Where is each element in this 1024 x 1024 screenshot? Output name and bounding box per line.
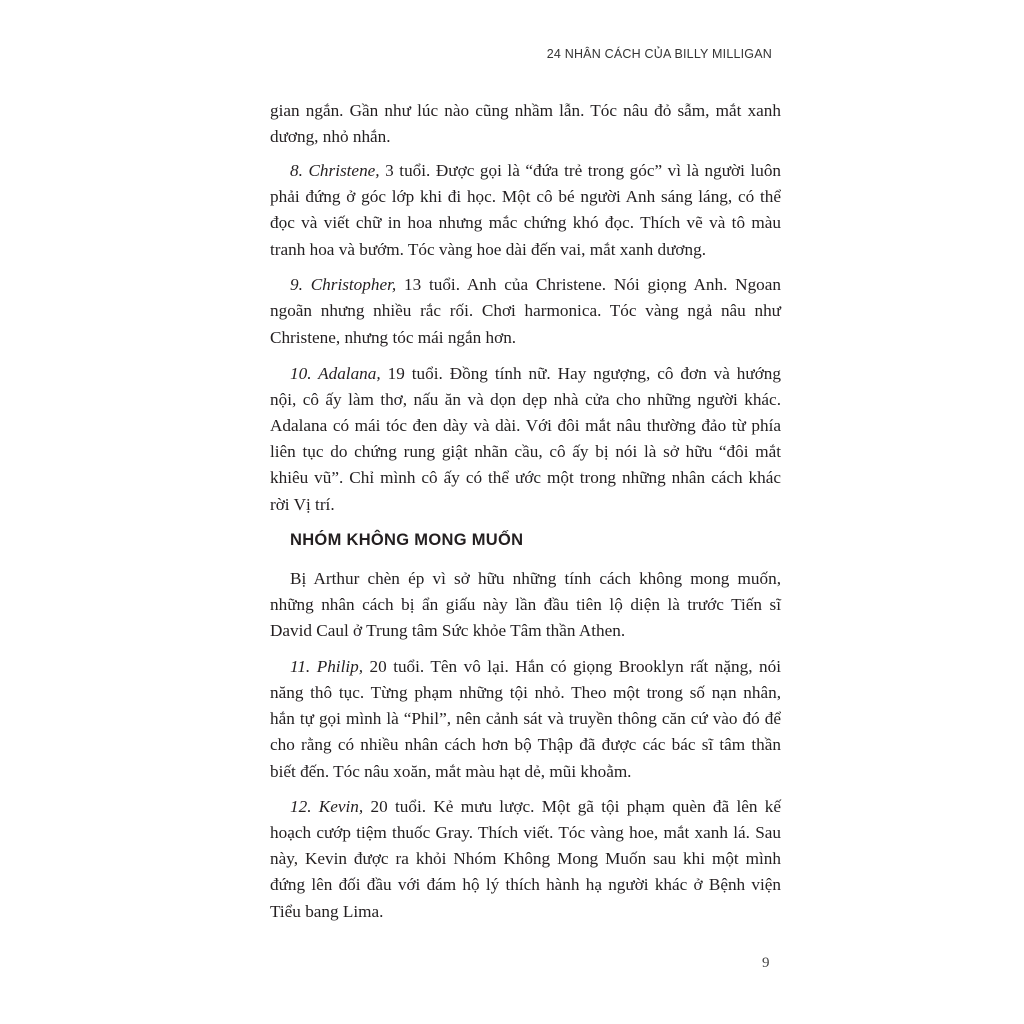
entry-christopher: 9. Christopher, 13 tuổi. Anh của Christene. Nói giọng Anh. Ngoan <box>290 275 781 294</box>
page-number: 9 <box>762 955 770 971</box>
entry-name: 10. Adalana, <box>290 364 381 383</box>
entry-kevin: 12. Kevin, 20 tuổi. Kẻ mưu lược. Một gã tội phạm quèn đã lên kế <box>290 797 781 816</box>
text-line: những nhân cách bị ẩn giấu này lần đầu tiên lộ diện là trước Tiến sĩ <box>270 595 781 614</box>
text-line: nội, cô ấy làm thơ, nấu ăn và dọn dẹp nhà cửa cho những người khác. <box>270 390 781 409</box>
running-header: 24 NHÂN CÁCH CỦA BILLY MILLIGAN <box>546 47 772 61</box>
text-line: Bị Arthur chèn ép vì sở hữu những tính cách không mong muốn, <box>290 569 781 588</box>
text-line: dương, nhỏ nhắn. <box>270 127 391 146</box>
entry-name: 12. Kevin, <box>290 797 364 816</box>
text-line: đọc và viết chữ in hoa nhưng mắc chứng khó đọc. Thích vẽ và tô màu <box>270 213 781 232</box>
text-line: biết đến. Tóc nâu xoăn, mắt màu hạt dẻ, mũi khoằm. <box>270 762 632 781</box>
text-line: Adalana có mái tóc đen dày và dài. Với đôi mắt nâu thường đảo từ phía <box>270 416 781 435</box>
text-line: David Caul ở Trung tâm Sức khỏe Tâm thần Athen. <box>270 621 626 640</box>
text-line: phải đứng ở góc lớp khi đi học. Một cô bé người Anh sáng láng, có thể <box>270 187 781 206</box>
section-heading: NHÓM KHÔNG MONG MUỐN <box>290 531 524 549</box>
text-line: rời Vị trí. <box>270 495 335 514</box>
entry-name: 11. Philip, <box>290 657 364 676</box>
text-line: này, Kevin được ra khỏi Nhóm Không Mong Muốn sau khi một mình <box>270 849 781 868</box>
text-line: đứng lên đối đầu với đám hộ lý thích hành hạ người khác ở Bệnh viện <box>270 875 781 894</box>
text-line: hắn tự gọi mình là “Phil”, nên cảnh sát và truyền thông căn cứ vào đó để <box>270 709 781 728</box>
entry-name: 9. Christopher, <box>290 275 397 294</box>
entry-adalana: 10. Adalana, 19 tuổi. Đồng tính nữ. Hay ngượng, cô đơn và hướng <box>290 364 781 383</box>
entry-name: 8. Christene, <box>290 161 380 180</box>
text-line: hoạch cướp tiệm thuốc Gray. Thích viết. Tóc vàng hoe, mắt xanh lá. Sau <box>270 823 781 842</box>
text-line: gian ngắn. Gần như lúc nào cũng nhầm lẫn. Tóc nâu đỏ sẫm, mắt xanh <box>270 101 781 120</box>
entry-philip: 11. Philip, 20 tuổi. Tên vô lại. Hắn có giọng Brooklyn rất nặng, nói <box>290 657 781 676</box>
text-line: cho rằng có nhiều nhân cách hơn bộ Thập đã được các bác sĩ tâm thần <box>270 735 781 754</box>
text-line: Christene, nhưng tóc mái ngắn hơn. <box>270 328 517 347</box>
text-line: năng thô tục. Từng phạm những tội nhỏ. Theo một trong số nạn nhân, <box>270 683 781 702</box>
text-line: khiêu vũ”. Chỉ mình cô ấy có thể ước một trong những nhân cách khác <box>270 468 781 487</box>
text-line: liên tục do chứng rung giật nhãn cầu, cô ấy bị nói là sở hữu “đôi mắt <box>270 442 781 461</box>
entry-christene: 8. Christene, 3 tuổi. Được gọi là “đứa trẻ trong góc” vì là người luôn <box>290 161 782 180</box>
text-line: ngoãn nhưng nhiều rắc rối. Chơi harmonica. Tóc vàng ngả nâu như <box>270 301 781 320</box>
text-line: tranh hoa và bướm. Tóc vàng hoe dài đến vai, mắt xanh dương. <box>270 240 706 259</box>
text-line: Tiểu bang Lima. <box>270 902 384 921</box>
